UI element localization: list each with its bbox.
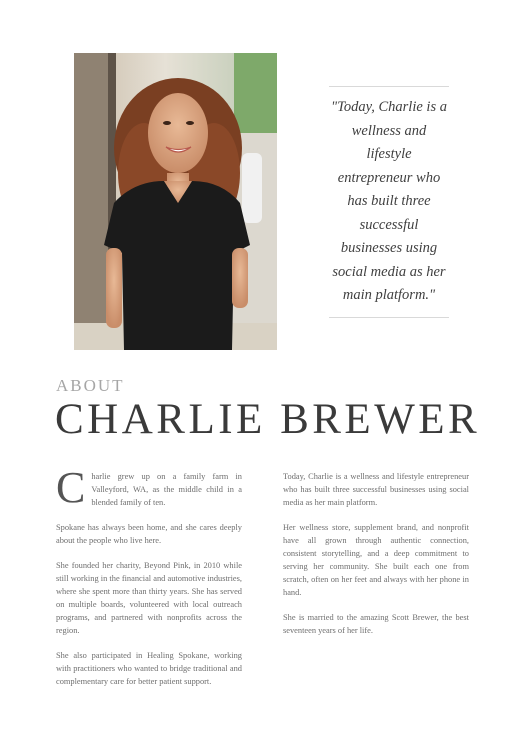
bio-column-right	[283, 470, 469, 649]
section-label: ABOUT	[56, 376, 125, 395]
portrait-photo	[74, 53, 277, 350]
bio-intro-text: harlie grew up on a family farm in Valleyford, WA, as the middle child in a blended family of ten.	[91, 472, 242, 507]
bio-paragraph: She is married to the amazing Scott Brewer, the best seventeen years of her life.	[283, 613, 469, 635]
bio-paragraph: She founded her charity, Beyond Pink, in 2010 while still working in the financial and automotive industries, where she spent more than thirty years. She has served on multiple boards, volunteered with local outreach programs, and partnered with nonprofits across the region.	[56, 561, 242, 635]
bio-paragraph: She also participated in Healing Spokane, working with practitioners who wanted to bridge traditional and complementary care for better patient support.	[56, 651, 242, 686]
bio-column-left	[56, 463, 242, 700]
page-title: CHARLIE BREWER	[55, 396, 481, 443]
bio-paragraph	[56, 463, 242, 512]
bio-paragraph: Today, Charlie is a wellness and lifestyle entrepreneur who has built three successful businesses using social media as her main platform.	[283, 472, 469, 507]
pull-quote-text: "Today, Charlie is a wellness and lifestyle entrepreneur who has built three successful businesses using social media as her main platform."	[331, 99, 447, 304]
drop-cap: C	[56, 463, 86, 512]
portrait-illustration	[74, 53, 277, 350]
bio-paragraph: Spokane has always been home, and she cares deeply about the people who live here.	[56, 523, 242, 545]
bio-paragraph: Her wellness store, supplement brand, and nonprofit have all grown through authentic connection, consistent storytelling, and a deep commitment to serving her community. She built each one from scratch, often on her feet and always with her phone in hand.	[283, 523, 469, 597]
pull-quote	[329, 86, 449, 318]
